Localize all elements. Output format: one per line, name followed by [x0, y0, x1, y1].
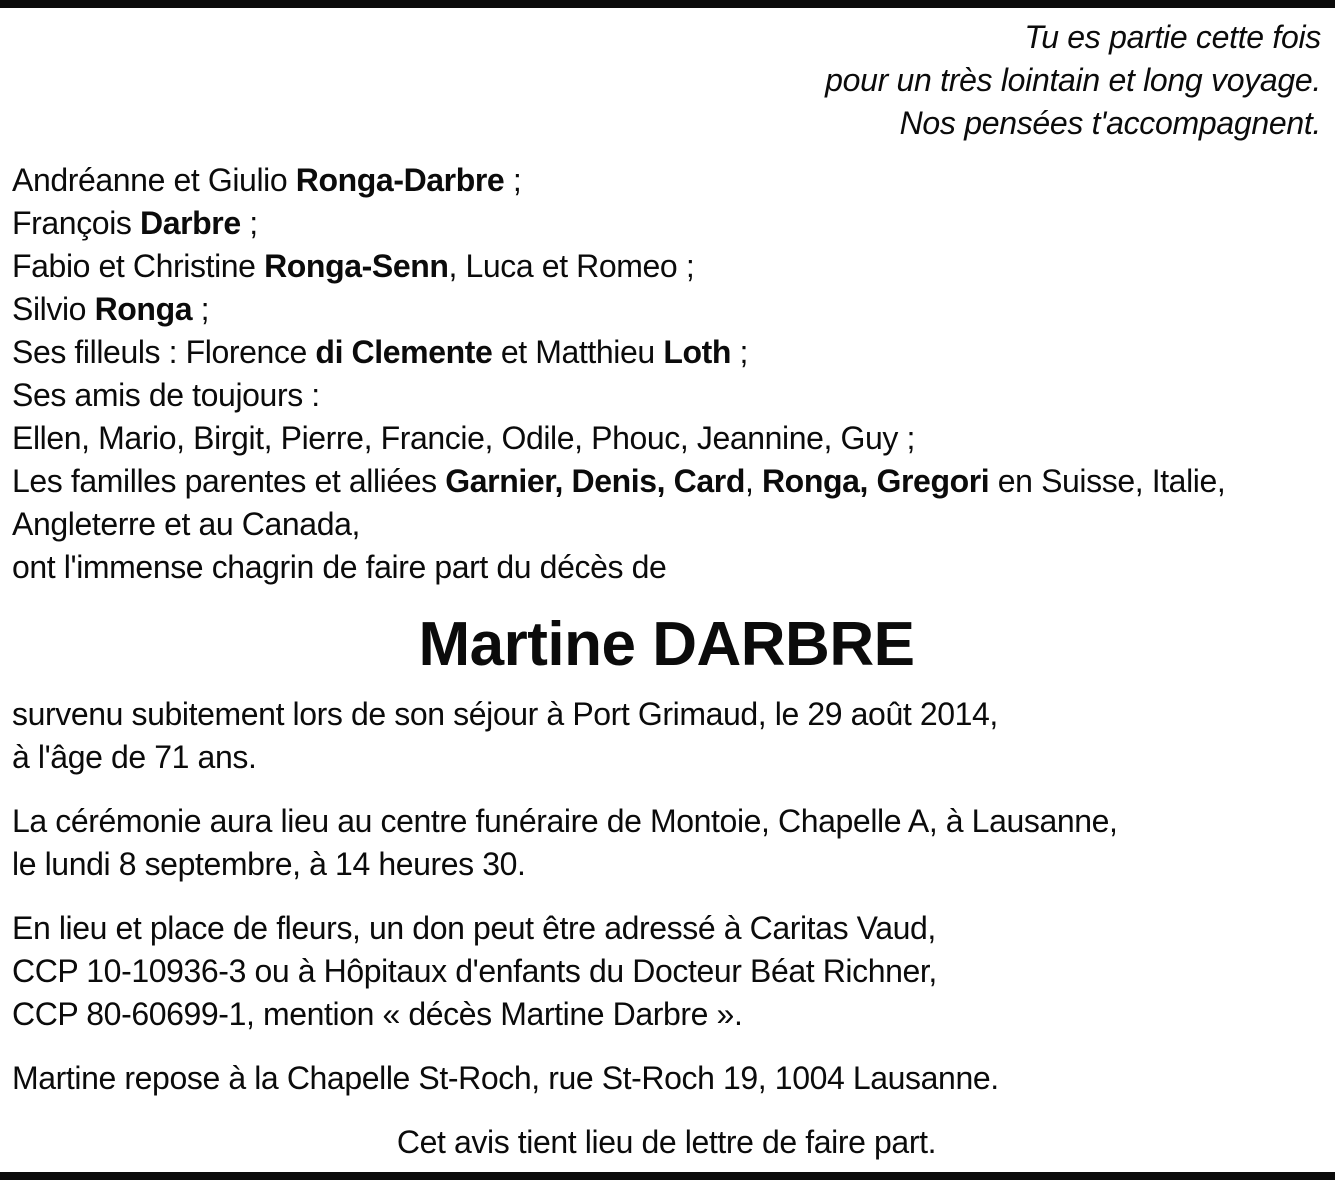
text-segment: ont l'immense chagrin de faire part du décès de	[12, 549, 667, 585]
family-name-bold: Ronga	[94, 291, 193, 327]
text-segment: et Matthieu	[492, 334, 664, 370]
family-name-bold: Darbre	[140, 205, 241, 241]
top-edge-bar	[0, 0, 1335, 8]
notice-paragraph	[12, 907, 1321, 1036]
family-name-bold: Ronga,	[761, 463, 869, 499]
text-line	[12, 546, 1321, 589]
family-name-bold: Loth	[663, 334, 732, 370]
text-segment	[563, 463, 572, 499]
notice-body-paragraphs	[12, 693, 1321, 1100]
text-line	[12, 503, 1321, 546]
text-line: Tu es partie cette fois	[1024, 19, 1321, 55]
text-line: CCP 80-60699-1, mention « décès Martine Darbre ».	[12, 996, 743, 1032]
notice-paragraph	[12, 1057, 1321, 1100]
text-line: La cérémonie aura lieu au centre funéraire de Montoie, Chapelle A, à Lausanne,	[12, 803, 1118, 839]
notice-paragraph	[12, 800, 1321, 886]
text-segment: ,	[744, 463, 762, 499]
text-segment: Ses filleuls : Florence	[12, 334, 316, 370]
text-segment: François	[12, 205, 140, 241]
text-line: survenu subitement lors de son séjour à Port Grimaud, le 29 août 2014,	[12, 696, 998, 732]
text-line	[12, 331, 1321, 374]
text-segment: en Suisse, Italie,	[989, 463, 1226, 499]
bottom-edge-bar	[0, 1172, 1335, 1180]
text-line	[12, 417, 1321, 460]
family-name-bold: Ronga-Darbre	[295, 162, 505, 198]
family-name-bold: Denis,	[571, 463, 666, 499]
text-line: En lieu et place de fleurs, un don peut être adressé à Caritas Vaud,	[12, 910, 936, 946]
text-segment: Les familles parentes et alliées	[12, 463, 446, 499]
family-name-bold: di Clemente	[315, 334, 493, 370]
text-segment	[868, 463, 877, 499]
family-name-bold: Ronga-Senn	[264, 248, 449, 284]
text-segment: Ellen, Mario, Birgit, Pierre, Francie, Odile, Phouc, Jeannine, Guy ;	[12, 420, 915, 456]
text-segment: ;	[504, 162, 522, 198]
epigraph-verse	[12, 16, 1321, 145]
text-line: Nos pensées t'accompagnent.	[899, 105, 1321, 141]
text-line	[12, 460, 1321, 503]
text-segment: Fabio et Christine	[12, 248, 265, 284]
deceased-name-title: Martine DARBRE	[418, 610, 915, 679]
text-segment: ;	[240, 205, 258, 241]
text-line: à l'âge de 71 ans.	[12, 739, 257, 775]
text-segment: ;	[731, 334, 748, 370]
text-segment: Silvio	[12, 291, 95, 327]
text-segment: Andréanne et Giulio	[12, 162, 296, 198]
notice-content	[0, 8, 1335, 1164]
text-segment: ;	[192, 291, 210, 327]
text-segment: Angleterre et au Canada,	[12, 506, 360, 542]
family-name-bold: Card	[673, 463, 745, 499]
text-line: Martine repose à la Chapelle St-Roch, rue St-Roch 19, 1004 Lausanne.	[12, 1060, 999, 1096]
family-name-bold: Garnier,	[445, 463, 564, 499]
mourners-announcement	[12, 159, 1321, 589]
text-line	[12, 202, 1321, 245]
notice-paragraph	[12, 693, 1321, 779]
text-segment: Ses amis de toujours :	[12, 377, 320, 413]
closing-line: Cet avis tient lieu de lettre de faire part.	[396, 1124, 937, 1160]
text-line	[12, 245, 1321, 288]
family-name-bold: Gregori	[876, 463, 990, 499]
text-line	[12, 374, 1321, 417]
text-line	[12, 288, 1321, 331]
text-segment: , Luca et Romeo ;	[448, 248, 695, 284]
text-line: le lundi 8 septembre, à 14 heures 30.	[12, 846, 526, 882]
text-line	[12, 159, 1321, 202]
text-segment	[665, 463, 674, 499]
text-line: pour un très lointain et long voyage.	[825, 62, 1321, 98]
text-line: CCP 10-10936-3 ou à Hôpitaux d'enfants du Docteur Béat Richner,	[12, 953, 937, 989]
